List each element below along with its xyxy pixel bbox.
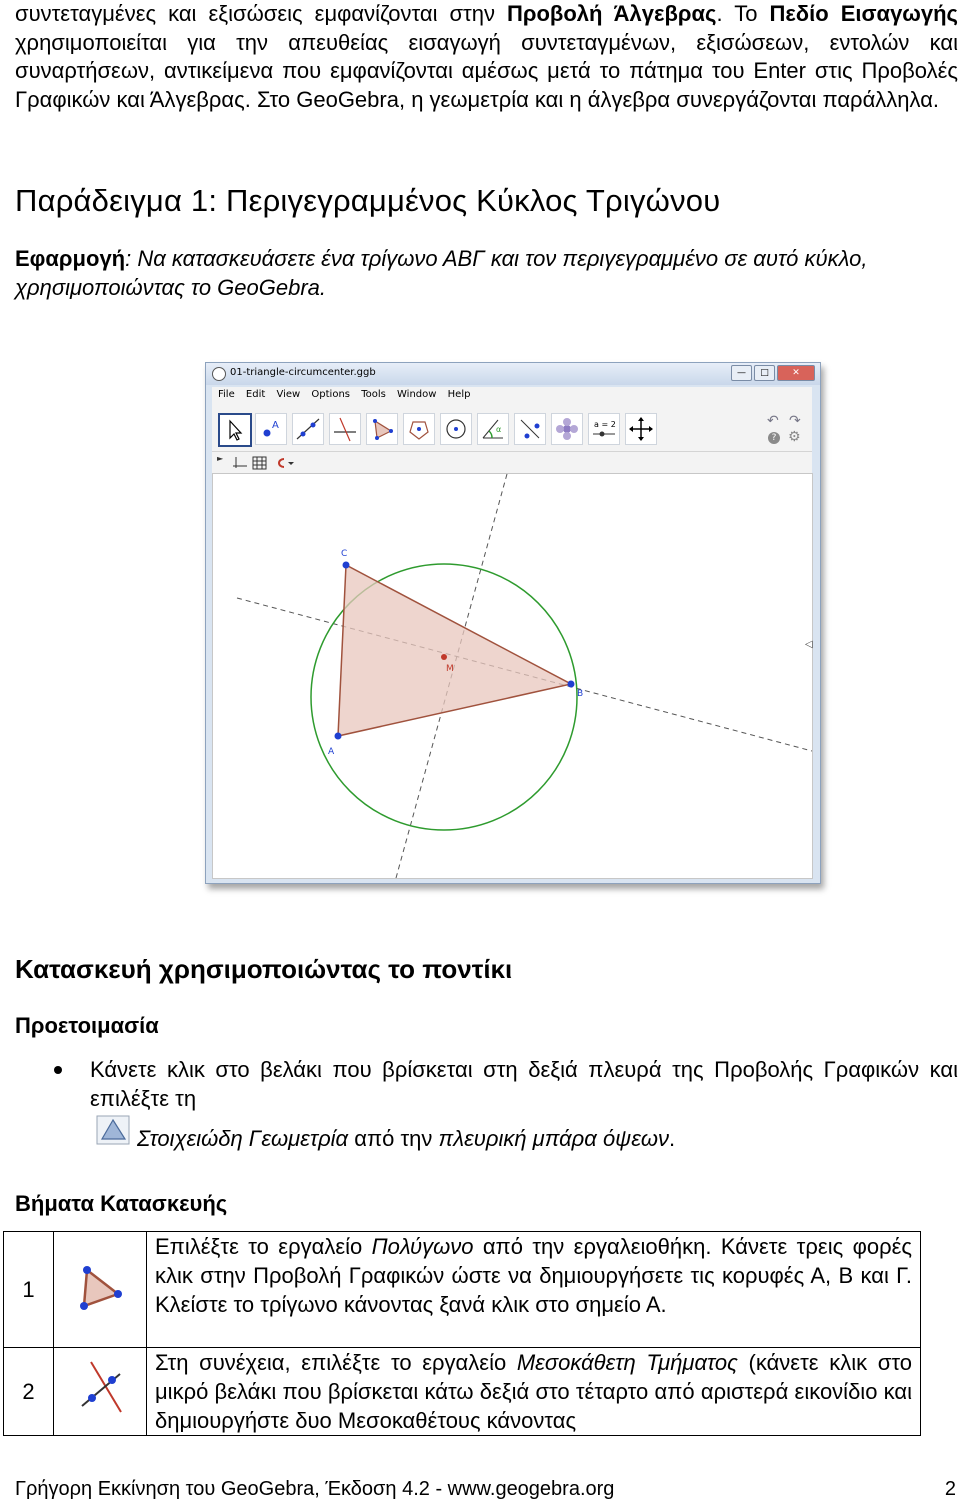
perspective-end: . — [669, 1126, 676, 1151]
point-tool-icon[interactable] — [255, 413, 287, 445]
algebra-view-term: Προβολή Άλγεβρας — [506, 1, 717, 26]
intro-text-2: . Το — [716, 1, 770, 26]
preparation-instruction: Κάνετε κλικ στο βελάκι που βρίσκεται στη δεξιά πλευρά της Προβολής Γραφικών και επιλέξτε τη — [90, 1057, 958, 1111]
perspective-line — [137, 1124, 675, 1153]
menu-help[interactable]: Help — [447, 389, 471, 400]
label-c: C — [341, 549, 348, 559]
application-text — [15, 244, 935, 302]
reflect-tool-icon[interactable] — [514, 413, 546, 445]
step-1-text-a: Επιλέξτε το εργαλείο — [155, 1234, 372, 1259]
step-2-tool: Μεσοκάθετη Τμήματος — [516, 1350, 738, 1375]
window-title: 01-triangle-circumcenter.ggb — [230, 367, 376, 378]
gear-icon[interactable]: ⚙ — [788, 429, 801, 445]
bullet-icon — [54, 1066, 62, 1074]
application-label: Εφαρμογή — [15, 246, 126, 271]
line-tool-icon[interactable] — [292, 413, 324, 445]
label-b: B — [577, 689, 584, 699]
input-bar-term: Πεδίο Εισαγωγής — [769, 1, 958, 26]
minimize-icon[interactable]: — — [731, 365, 752, 381]
label-m: M — [446, 664, 454, 674]
intro-text-3: χρησιμοποιείται για την απευθείας εισαγωγή συντεταγμένων, εξισώσεων, εντολών και συναρτήσεων, αντικείμενα που εμφανίζονται αμέσως μετά το πάτημα του Enter στις Προβολές Γραφικών και Άλγεβρας. Στο GeoGebra, η γεωμετρία και η άλγεβρα συνεργάζονται παράλληλα. — [15, 29, 958, 112]
point-capture-icon[interactable] — [274, 456, 296, 470]
label-a: A — [328, 747, 335, 757]
perspective-name: Στοιχειώδη Γεωμετρία — [137, 1126, 349, 1151]
window-titlebar — [206, 363, 820, 385]
point-m[interactable] — [441, 654, 447, 660]
polygon-tool-icon — [54, 1257, 146, 1317]
svg-text:A: A — [272, 420, 279, 431]
page-footer — [15, 1478, 958, 1501]
geogebra-window-screenshot — [205, 362, 821, 884]
move-graphics-tool-icon[interactable] — [625, 413, 657, 445]
step-number: 2 — [4, 1348, 54, 1436]
construction-heading: Κατασκευή χρησιμοποιώντας το ποντίκι — [15, 954, 513, 984]
example-heading: Παράδειγμα 1: Περιγεγραμμένος Κύκλος Τριγώνου — [15, 183, 721, 218]
maximize-icon[interactable]: □ — [754, 365, 775, 381]
footer-text: Γρήγορη Εκκίνηση του GeoGebra, Έκδοση 4.2 - www.geogebra.org — [15, 1478, 615, 1500]
steps-heading: Βήματα Κατασκευής — [15, 1191, 228, 1216]
menu-bar — [212, 387, 812, 403]
menu-window[interactable]: Window — [397, 389, 437, 400]
intro-paragraph — [15, 0, 958, 114]
step-2-text-a: Στη συνέχεια, επιλέξτε το εργαλείο — [155, 1350, 517, 1375]
step-1-tool: Πολύγωνο — [371, 1234, 474, 1259]
step-text — [147, 1232, 921, 1348]
menu-view[interactable]: View — [276, 389, 301, 400]
circle-tool-icon[interactable] — [403, 413, 435, 445]
style-bar — [212, 451, 812, 474]
polygon-tool-icon[interactable] — [366, 413, 398, 445]
menu-file[interactable]: File — [218, 389, 235, 400]
move-tool-icon[interactable] — [218, 413, 252, 447]
point-b[interactable] — [568, 681, 575, 688]
close-icon[interactable]: ✕ — [777, 365, 815, 381]
step-number: 1 — [4, 1232, 54, 1348]
pen-tool-icon[interactable] — [551, 413, 583, 445]
point-a[interactable] — [335, 733, 342, 740]
perspective-mid: από την — [348, 1126, 439, 1151]
geogebra-logo-icon — [212, 367, 226, 381]
intro-text-1: συντεταγμένες και εξισώσεις εμφανίζονται στην — [15, 1, 507, 26]
help-icon[interactable]: ? — [768, 432, 780, 444]
point-c[interactable] — [343, 562, 350, 569]
page-number: 2 — [944, 1478, 956, 1500]
graphics-view[interactable] — [212, 473, 813, 879]
basic-geometry-perspective-icon — [96, 1115, 130, 1145]
svg-text:α: α — [496, 425, 502, 434]
step-icon-cell — [54, 1348, 147, 1436]
preparation-heading: Προετοιμασία — [15, 1013, 159, 1038]
slider-tool-icon[interactable] — [588, 413, 620, 445]
perpendicular-bisector-tool-icon — [54, 1354, 146, 1424]
undo-icon[interactable]: ↶ — [767, 413, 779, 429]
menu-edit[interactable]: Edit — [245, 389, 266, 400]
application-description: : Να κατασκευάσετε ένα τρίγωνο ΑΒΓ και τον περιγεγραμμένο σε αυτό κύκλο, χρησιμοποιώντας το GeoGebra. — [15, 246, 868, 300]
step-icon-cell — [54, 1232, 147, 1348]
toolbar — [212, 403, 812, 451]
menu-tools[interactable]: Tools — [361, 389, 386, 400]
menu-options[interactable]: Options — [311, 389, 350, 400]
triangle-abc — [338, 565, 571, 736]
axes-icon[interactable] — [232, 456, 248, 470]
construction-steps-table — [3, 1231, 921, 1436]
table-row — [4, 1232, 921, 1348]
style-bar-toggle-icon[interactable]: ► — [217, 454, 224, 463]
step-2-text-b: (κάνετε κλικ στο μικρό βελάκι που βρίσκεται κάτω δεξιά στο τέταρτο από αριστερά εικονίδιο και δημιουργήστε δυο Μεσοκαθέτους κάνοντας — [155, 1350, 912, 1433]
step-1-text-b: από την εργαλειοθήκη. Κάνετε τρεις φορές κλικ στην Προβολή Γραφικών ώστε να δημιουργήσετε τις κορυφές Α, Β και Γ. Κλείστε το τρίγωνο κάνοντας ξανά κλικ στο σημείο Α. — [155, 1234, 912, 1317]
perspective-bar-term: πλευρική μπάρα όψεων — [438, 1126, 669, 1151]
step-text — [147, 1348, 921, 1436]
circle-center-tool-icon[interactable] — [440, 413, 472, 445]
perspectives-arrow-icon[interactable]: ◁ — [805, 639, 813, 650]
grid-icon[interactable] — [252, 456, 268, 470]
redo-icon[interactable]: ↷ — [789, 413, 801, 429]
angle-tool-icon[interactable] — [477, 413, 509, 445]
table-row — [4, 1348, 921, 1436]
perpendicular-tool-icon[interactable] — [329, 413, 361, 445]
slider-tool-label: a = 2 — [594, 420, 616, 429]
